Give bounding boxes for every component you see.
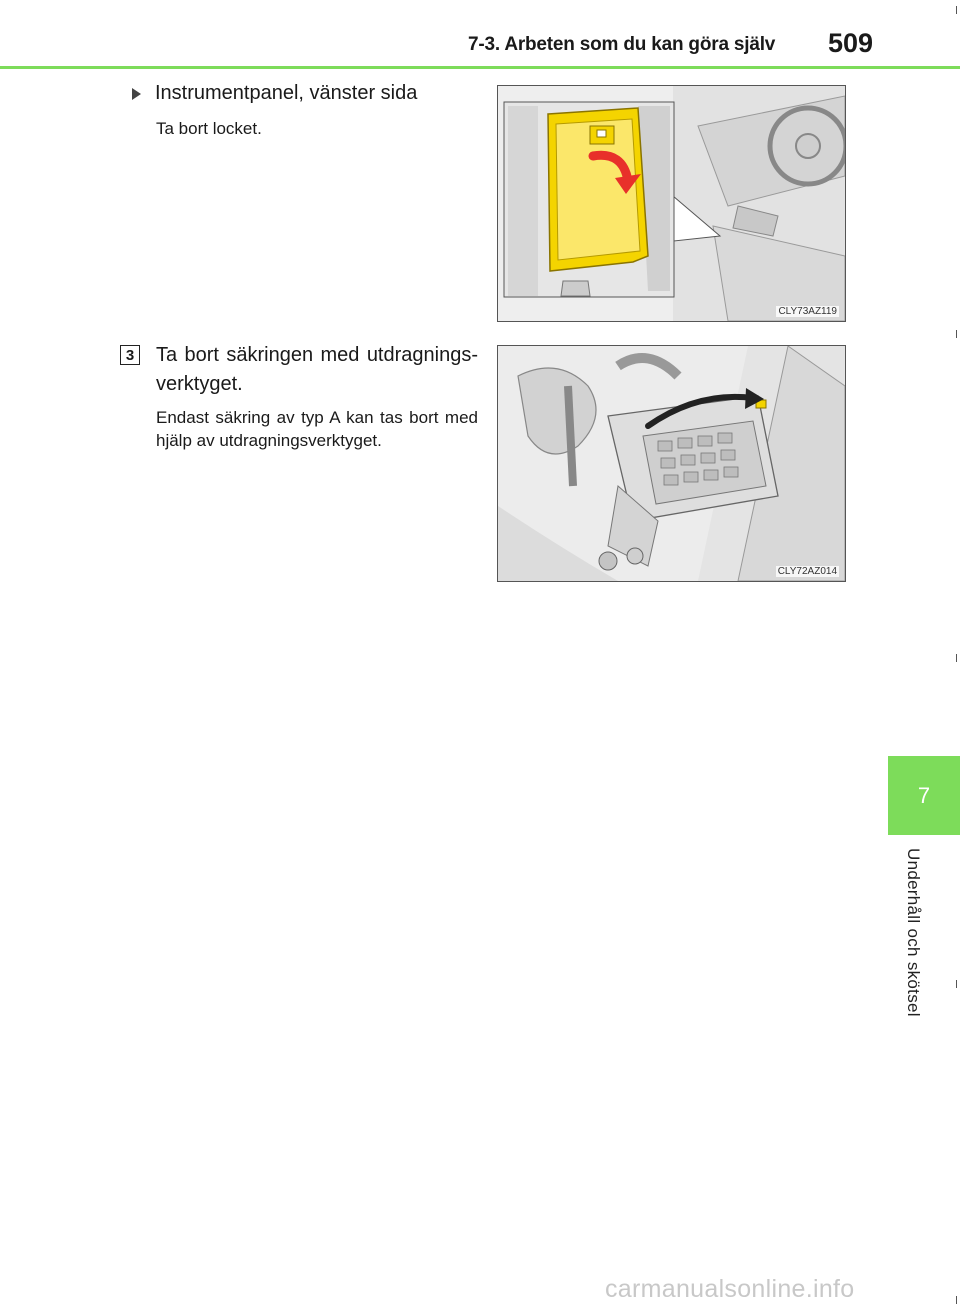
crop-mark (956, 980, 957, 988)
chapter-title: Underhåll och skötsel (904, 848, 923, 1017)
chapter-tab (888, 756, 960, 835)
instrument-panel-figure (497, 85, 846, 322)
page-number: 509 (828, 28, 874, 58)
bullet-subtext: Ta bort locket. (156, 119, 262, 138)
note-text: Endast säkring av typ A kan tas bort med hjälp av utdragningsverktyget. (156, 408, 478, 450)
figure-code: CLY72AZ014 (777, 566, 837, 577)
engine-compartment-illustration (498, 346, 845, 581)
crop-mark (956, 1296, 957, 1304)
triangle-bullet-icon (132, 88, 141, 100)
chapter-number: 7 (917, 782, 931, 808)
crop-mark (956, 6, 957, 14)
header-rule (0, 66, 960, 69)
step-number-badge: 3 (120, 345, 140, 365)
bullet-heading: Instrumentpanel, vänster sida (155, 82, 418, 104)
step-text: Ta bort säkringen med utdragnings-verktyget. (156, 344, 478, 395)
watermark: carmanualsonline.info (605, 1275, 855, 1303)
fuse-box-figure (497, 345, 846, 582)
section-title: 7-3. Arbeten som du kan göra själv (468, 34, 776, 55)
crop-mark (956, 654, 957, 662)
bullet-item (132, 82, 417, 105)
figure-code: CLY73AZ119 (778, 306, 837, 317)
crop-mark (956, 330, 957, 338)
instrument-panel-illustration (498, 86, 845, 321)
